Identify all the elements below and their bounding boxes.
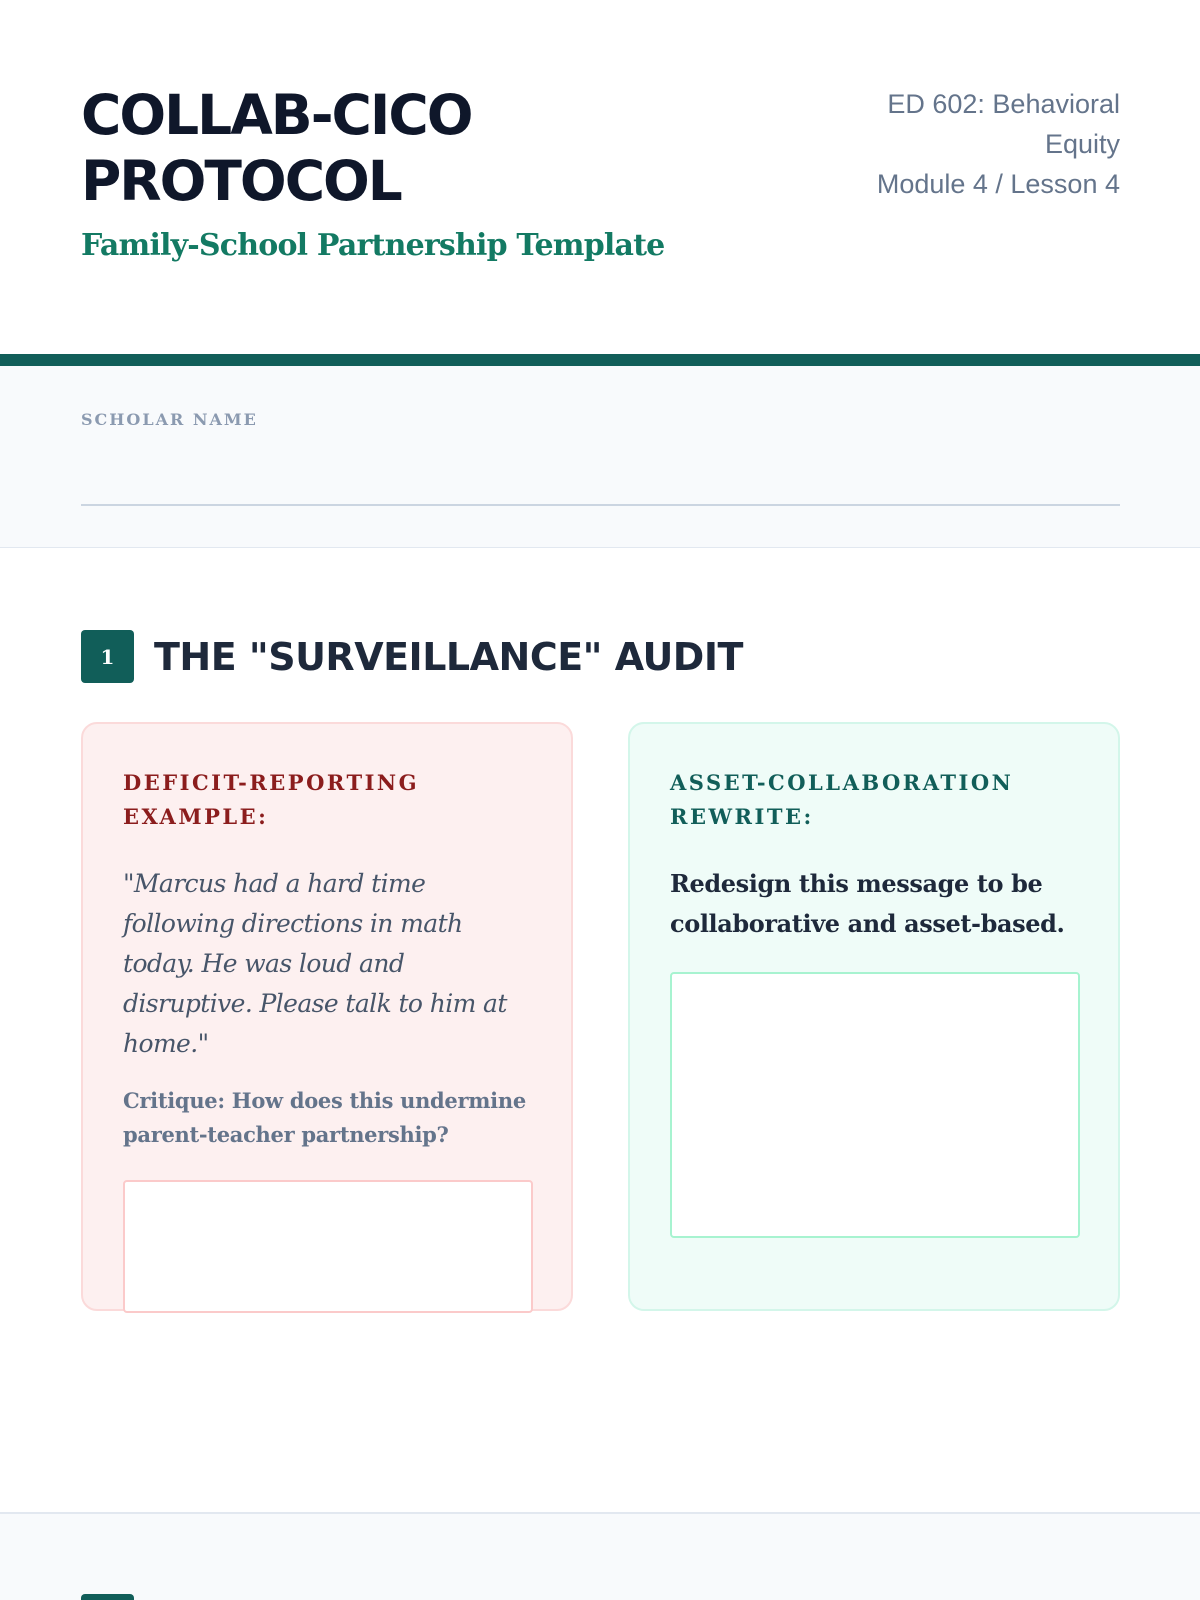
asset-card: [628, 722, 1120, 1311]
deficit-card: [81, 722, 573, 1311]
scholar-name-label: SCHOLAR NAME: [81, 410, 258, 429]
section-2: [0, 1512, 1200, 1600]
page-header: [0, 0, 1200, 354]
critique-prompt: Critique: How does this undermine parent-teacher partnership?: [123, 1088, 526, 1147]
section-title: THE "SURVEILLANCE" AUDIT: [154, 634, 743, 679]
course-meta: [860, 84, 1120, 204]
module-lesson: Module 4 / Lesson 4: [876, 169, 1120, 199]
deficit-label: DEFICIT-REPORTING EXAMPLE:: [123, 770, 420, 829]
course-name: ED 602: Behavioral Equity: [887, 89, 1120, 159]
page-title: COLLAB-CICO PROTOCOL: [81, 83, 472, 213]
page-subtitle: Family-School Partnership Template: [81, 228, 665, 263]
rewrite-input[interactable]: [670, 972, 1080, 1238]
critique-input[interactable]: [123, 1180, 533, 1313]
scholar-name-section: [0, 366, 1200, 548]
section-number-badge: 1: [81, 630, 134, 683]
section-2-badge: [81, 1594, 134, 1600]
section-1-header: [81, 630, 743, 683]
scholar-name-field[interactable]: [81, 504, 1120, 506]
deficit-quote: "Marcus had a hard time following directions in math today. He was loud and disruptive. Please talk to him at home.": [123, 869, 507, 1058]
asset-label: ASSET-COLLABORATION REWRITE:: [670, 770, 1014, 829]
rewrite-prompt: Redesign this message to be collaborative and asset-based.: [670, 869, 1065, 938]
header-divider: [0, 354, 1200, 366]
